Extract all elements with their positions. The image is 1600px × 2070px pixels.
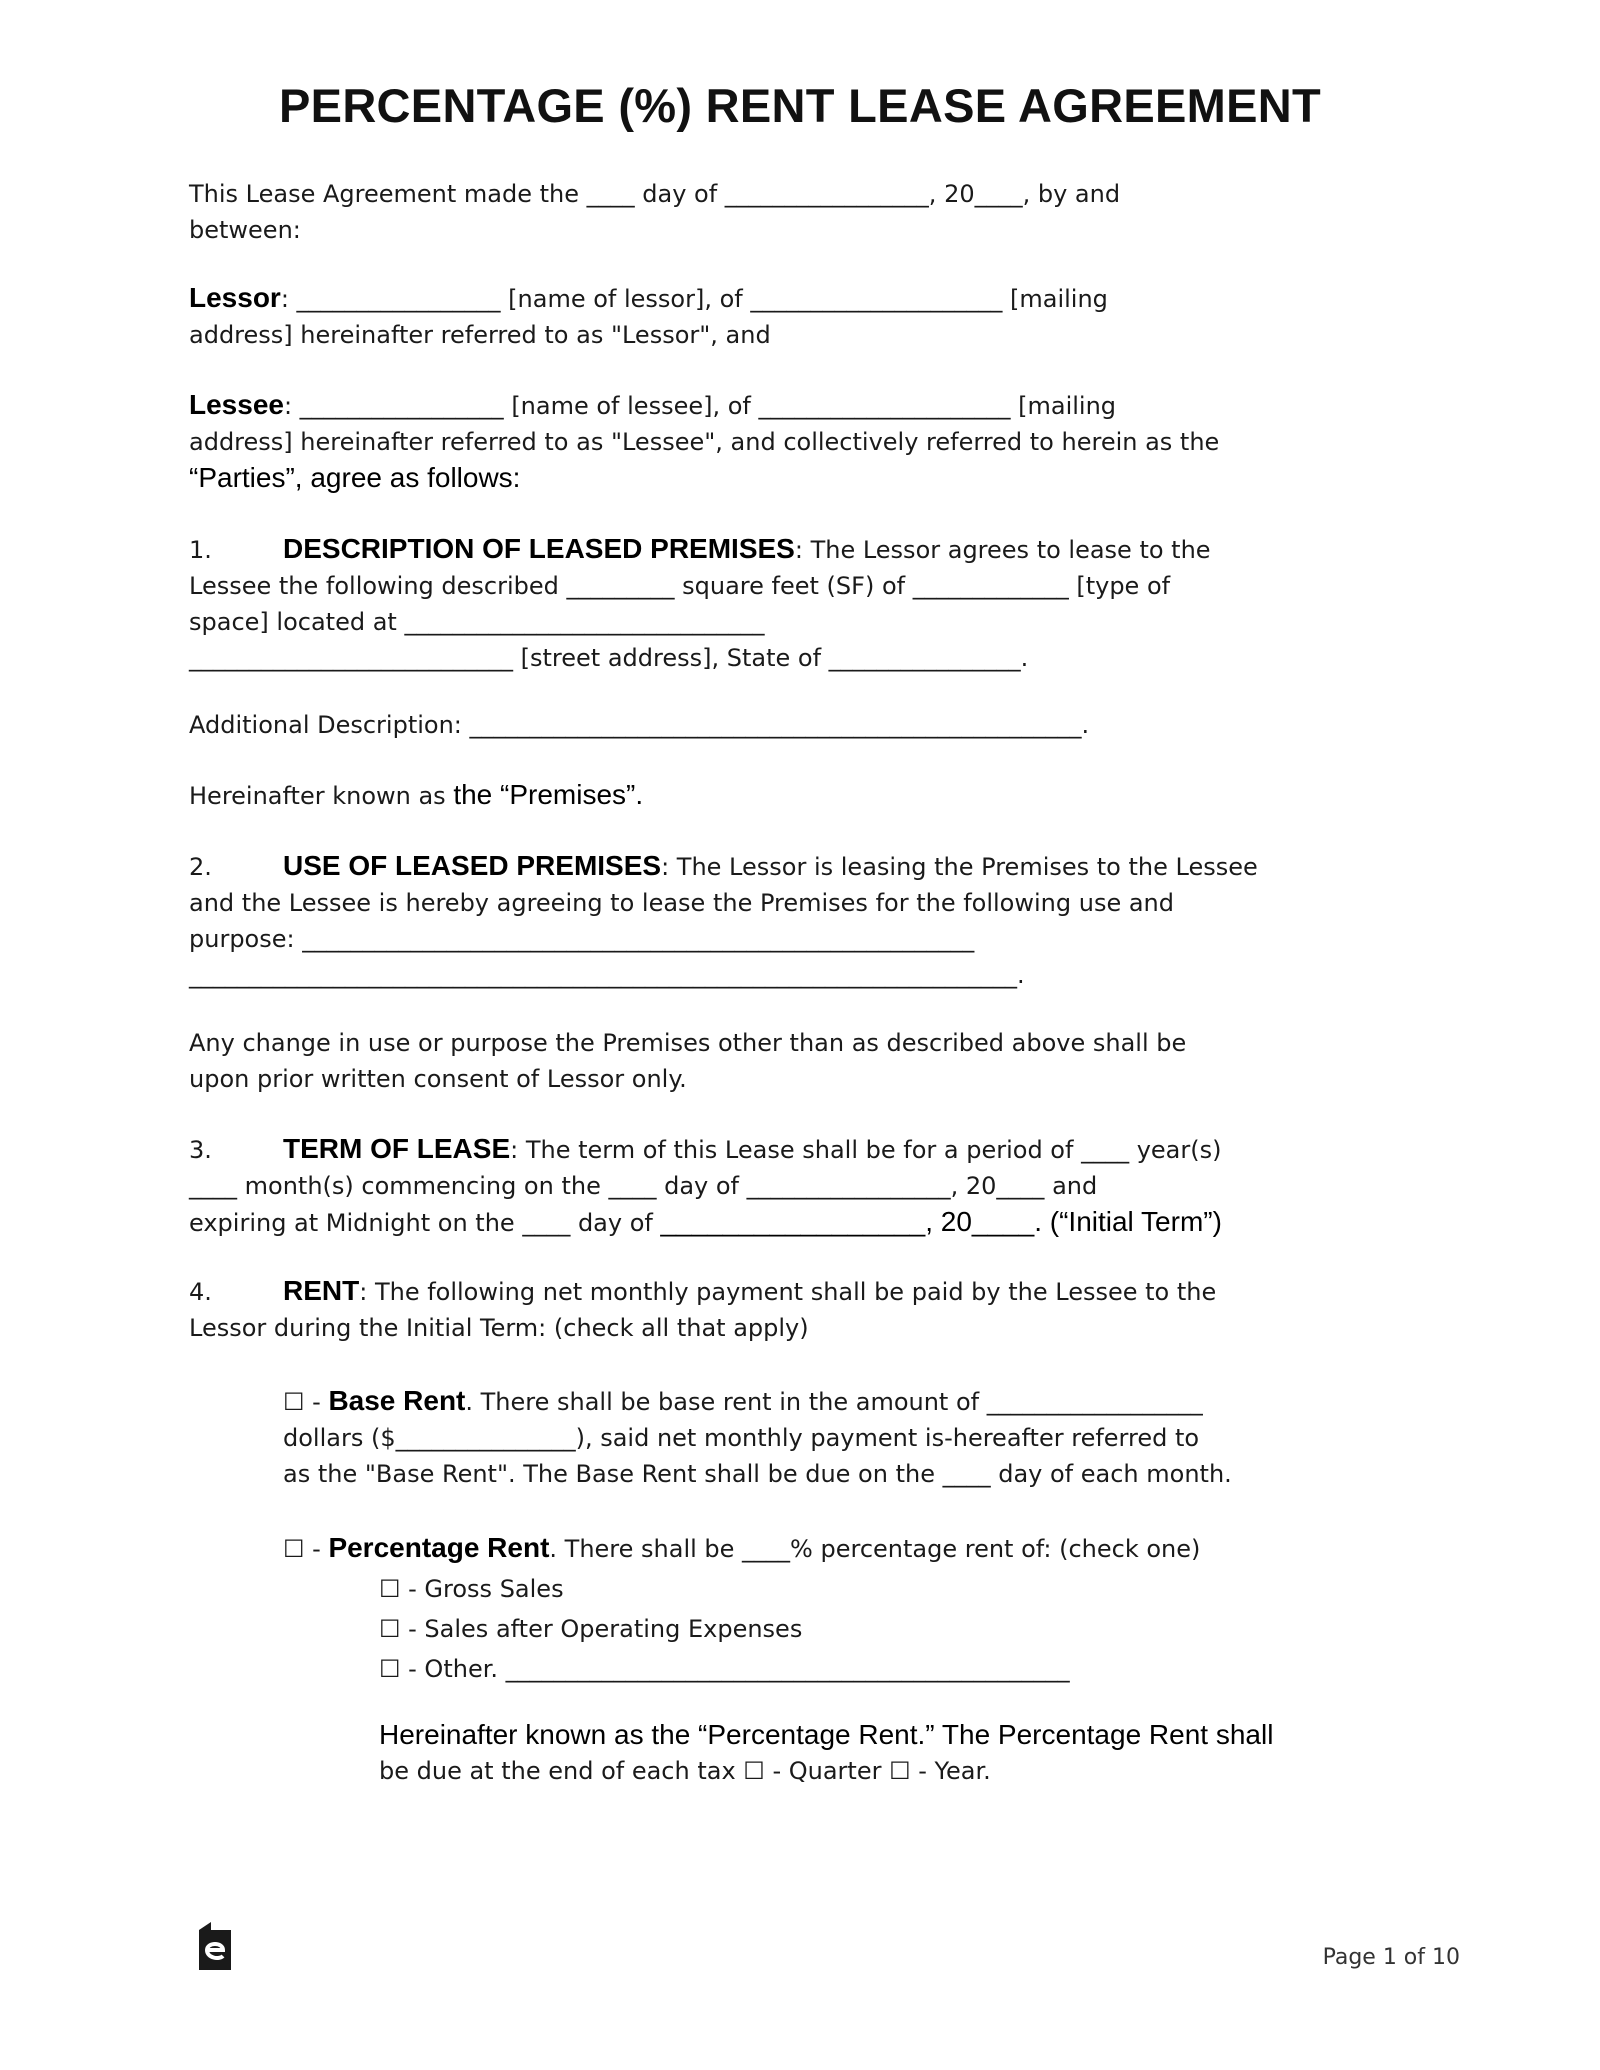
section-1-line-1: : The Lessor agrees to lease to the (794, 536, 1211, 564)
lessor-line-2: address] hereinafter referred to as "Lessor", and (189, 321, 771, 349)
section-1-number: 1. (189, 536, 212, 564)
section-4-line-2: Lessor during the Initial Term: (check all that apply) (189, 1314, 809, 1342)
lessor-line-1: : _________________ [name of lessor], of _____________________ [mailing (280, 285, 1108, 313)
section-3-line-3-suffix: _________________, 20____. (“Initial Term”) (660, 1206, 1222, 1237)
percentage-rent-sub-options (379, 1569, 1419, 1689)
section-4-line-1: : The following net monthly payment shall be paid by the Lessee to the (359, 1278, 1217, 1306)
base-rent-line-2: dollars ($_______________), said net monthly payment is-hereafter referred to (283, 1424, 1200, 1452)
section-2-line-1: : The Lessor is leasing the Premises to the Lessee (661, 853, 1258, 881)
section-3-line-1: : The term of this Lease shall be for a period of ____ year(s) (510, 1136, 1222, 1164)
lessor-paragraph (189, 280, 1419, 353)
quarter-label: - Quarter (764, 1757, 890, 1785)
section-3-line-3-prefix: expiring at Midnight on the ____ day of (189, 1209, 661, 1237)
other-checkbox[interactable]: ☐ (379, 1655, 401, 1683)
year-checkbox[interactable]: ☐ (889, 1757, 911, 1785)
gross-sales-label: - Gross Sales (400, 1575, 564, 1603)
percentage-rent-known-line-1: Hereinafter known as the “Percentage Rent.” The Percentage Rent shall (379, 1719, 1274, 1750)
base-rent-option (283, 1383, 1423, 1492)
percentage-rent-option (283, 1530, 1423, 1567)
intro-paragraph (189, 176, 1419, 248)
lessee-paragraph (189, 387, 1419, 496)
base-rent-line-3: as the "Base Rent". The Base Rent shall be due on the ____ day of each month. (283, 1460, 1232, 1488)
other-label: - Other. _______________________________________________ (400, 1655, 1070, 1683)
section-4-rent (189, 1273, 1419, 1346)
percentage-rent-label: Percentage Rent (328, 1532, 550, 1563)
lessor-label: Lessor (189, 282, 281, 313)
page-number: Page 1 of 10 (1322, 1945, 1460, 1970)
percentage-rent-known-line-2: be due at the end of each tax (379, 1757, 744, 1785)
sales-after-expenses-label: - Sales after Operating Expenses (400, 1615, 803, 1643)
base-rent-line-1: . There shall be base rent in the amount of __________________ (465, 1388, 1203, 1416)
section-4-number: 4. (189, 1278, 212, 1306)
section-3-number: 3. (189, 1136, 212, 1164)
quarter-checkbox[interactable]: ☐ (743, 1757, 765, 1785)
gross-sales-checkbox[interactable]: ☐ (379, 1575, 401, 1603)
section-1-line-2: Lessee the following described _________ square feet (SF) of _____________ [type of (189, 572, 1171, 600)
intro-line-2: between: (189, 216, 301, 244)
use-change-line-2: upon prior written consent of Lessor only. (189, 1065, 687, 1093)
section-2-line-2: and the Lessee is hereby agreeing to lease the Premises for the following use and (189, 889, 1174, 917)
premises-known-suffix: the “Premises”. (453, 779, 644, 810)
use-change-paragraph (189, 1025, 1419, 1097)
premises-known-prefix: Hereinafter known as (189, 782, 454, 810)
percentage-rent-line-1: . There shall be ____% percentage rent of: (check one) (549, 1535, 1201, 1563)
additional-description: Additional Description: ___________________________________________________. (189, 711, 1090, 739)
section-1-description (189, 531, 1419, 676)
base-rent-checkbox[interactable]: ☐ (283, 1388, 305, 1416)
section-2-line-3: purpose: ________________________________________________________ (189, 925, 975, 953)
premises-known-as (189, 777, 1419, 814)
percentage-rent-known-as (379, 1716, 1419, 1790)
section-2-heading: USE OF LEASED PREMISES (283, 850, 662, 881)
intro-line-1: This Lease Agreement made the ____ day of _________________, 20____, by and (189, 180, 1121, 208)
section-2-use (189, 848, 1419, 993)
percentage-rent-checkbox[interactable]: ☐ (283, 1535, 305, 1563)
lessee-line-1: : _________________ [name of lessee], of _____________________ [mailing (283, 392, 1117, 420)
section-1-heading: DESCRIPTION OF LEASED PREMISES (283, 533, 795, 564)
section-2-number: 2. (189, 853, 212, 881)
use-change-line-1: Any change in use or purpose the Premises other than as described above shall be (189, 1029, 1187, 1057)
section-4-heading: RENT (283, 1275, 360, 1306)
option-other[interactable] (379, 1649, 1419, 1689)
base-rent-label: Base Rent (328, 1385, 466, 1416)
section-1-line-4: ___________________________ [street address], State of ________________. (189, 644, 1029, 672)
lessee-line-3: “Parties”, agree as follows: (189, 462, 521, 493)
section-3-line-2: ____ month(s) commencing on the ____ day of _________________, 20____ and (189, 1172, 1098, 1200)
section-3-heading: TERM OF LEASE (283, 1133, 511, 1164)
sales-after-expenses-checkbox[interactable]: ☐ (379, 1615, 401, 1643)
eforms-logo-icon (197, 1920, 233, 1972)
base-rent-dash: - (304, 1388, 329, 1416)
section-3-term (189, 1131, 1419, 1241)
percentage-rent-dash: - (304, 1535, 329, 1563)
document-title: PERCENTAGE (%) RENT LEASE AGREEMENT (279, 79, 1321, 132)
section-2-line-4: _____________________________________________________________________. (189, 961, 1025, 989)
lessee-label: Lessee (189, 389, 284, 420)
lessee-line-2: address] hereinafter referred to as "Lessee", and collectively referred to herein as the (189, 428, 1220, 456)
option-gross-sales[interactable] (379, 1569, 1419, 1609)
section-1-line-3: space] located at ______________________________ (189, 608, 765, 636)
option-sales-after-expenses[interactable] (379, 1609, 1419, 1649)
year-label: - Year. (910, 1757, 991, 1785)
